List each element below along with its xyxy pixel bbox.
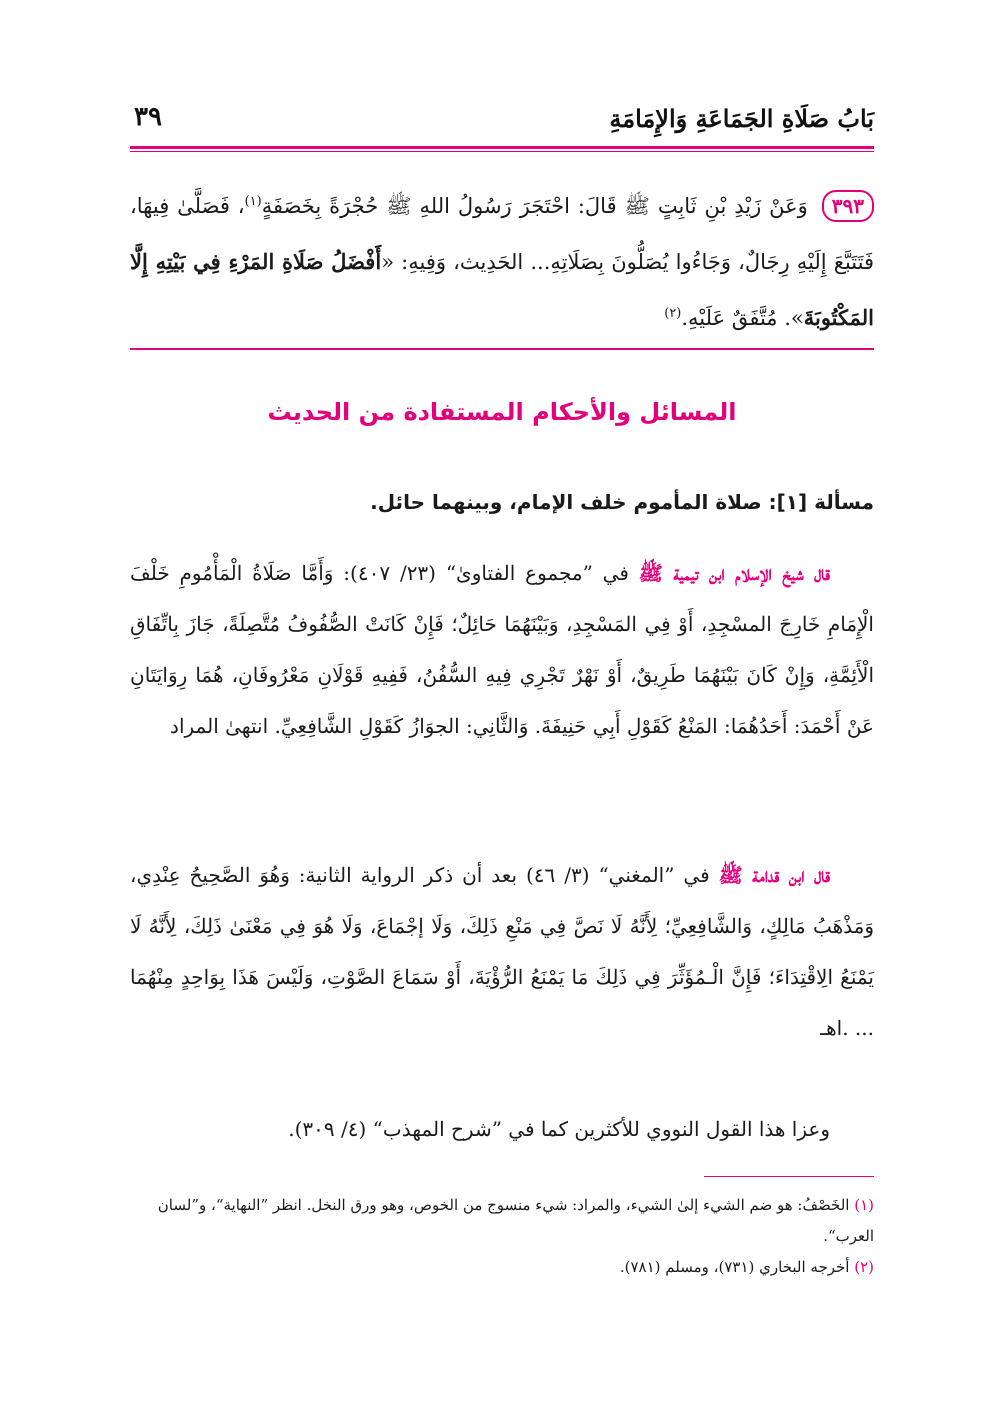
hadith-segment-3: ». مُتَّفَقٌ عَلَيْهِ. bbox=[681, 306, 804, 330]
paragraph-nawawi bbox=[130, 1104, 874, 1155]
header-rule bbox=[130, 146, 874, 149]
footnote-2-number: (٢) bbox=[854, 1258, 874, 1276]
header-rule-thin bbox=[130, 151, 874, 152]
hadith-divider bbox=[130, 348, 874, 350]
paragraph-ibn-taymiyyah bbox=[130, 548, 874, 752]
page-header bbox=[130, 100, 874, 146]
paragraph-3-text: وعزا هذا القول النووي للأكثرين كما في ”شرح المهذب“ (٤/ ٣٠٩). bbox=[288, 1117, 830, 1141]
hadith-segment-1: وَعَنْ زَيْدِ بْنِ ثَابِتٍ ﷺ قَالَ: احْتَجَرَ رَسُولُ اللهِ ﷺ حُجْرَةً بِخَصَفَةٍ bbox=[261, 194, 808, 218]
issue-label: مسألة [١]: bbox=[768, 490, 874, 514]
footnote-ref-2[interactable]: (٢) bbox=[664, 306, 682, 321]
hadith-text bbox=[130, 178, 874, 346]
footnotes bbox=[130, 1190, 874, 1283]
section-title: المسائل والأحكام المستفادة من الحديث bbox=[267, 398, 737, 426]
hadith-segment-2: ، فَصَلَّىٰ فِيهَا، فَتَتَبَّعَ إِلَيْهِ رِجَالٌ، وَجَاءُوا يُصَلُّونَ بِصَلَاتِهِ... الحَدِيث، وَفِيهِ: « bbox=[130, 194, 875, 274]
page-number: ٣٩ bbox=[134, 102, 162, 132]
footnote-1-text: الخَصْفُ: هو ضم الشيء إلىٰ الشيء، والمراد: شيء منسوج من الخوص، وهو ورق النخل. انظر ”النهاية“، و”لسان العرب“. bbox=[157, 1196, 874, 1245]
paragraph-1-text: في ”مجموع الفتاوىٰ“ (٢٣/ ٤٠٧): وَأَمَّا صَلَاةُ الْمَأْمُومِ خَلْفَ الْإِمَامِ خَارِجَ المسْجِدِ، أَوْ فِي المَسْجِدِ، وَبَيْنَهُمَا حَائِلٌ؛ فَإِنْ كَانَتْ الصُّفُوفُ مُتَّصِلَةً، جَازَ بِاتِّفَاقِ الْأَئِمَّةِ، وَإِنْ كَانَ بَيْنَهُمَا طَرِيقٌ، أَوْ نَهْرٌ تَجْرِي فِيهِ السُّفُنُ، فَفِيهِ قَوْلَانِ مَعْرُوفَانِ، هُمَا رِوَايَتَانِ عَنْ أَحْمَدَ: أَحَدُهُمَا: المَنْعُ كَقَوْلِ أَبِي حَنِيفَةَ. وَالثَّانِي: الجوَازُ كَقَوْلِ الشَّافِعِيِّ. انتهىٰ المراد bbox=[130, 561, 874, 738]
footnote-1 bbox=[130, 1190, 874, 1252]
footnote-2-text: أخرجه البخاري (٧٣١)، ومسلم (٧٨١). bbox=[619, 1258, 850, 1276]
chapter-title: بَابُ صَلَاةِ الجَمَاعَةِ وَالإِمَامَةِ bbox=[609, 104, 874, 133]
hadith-number-badge: ٣٩٣ bbox=[822, 190, 874, 222]
hadith-bold-quote: أَفْضَلُ صَلَاةِ المَرْءِ فِي بَيْتِهِ إِلَّا المَكْتُوبَةَ bbox=[130, 249, 874, 330]
footnote-1-number: (١) bbox=[854, 1196, 874, 1214]
footnote-ref-1[interactable]: (١) bbox=[244, 194, 262, 209]
footnote-divider bbox=[704, 1176, 874, 1177]
paragraph-2-text: في ”المغني“ (٣/ ٤٦) بعد أن ذكر الرواية الثانية: وَهُوَ الصَّحِيحُ عِنْدِي، وَمَذْهَبُ مَالِكٍ، وَالشَّافِعِيِّ؛ لِأَنَّهُ لَا نَصَّ فِي مَنْعِ ذَلِكَ، وَلَا إجْمَاعَ، وَلَا هُوَ فِي مَعْنَىٰ ذَلِكَ، لِأَنَّهُ لَا يَمْنَعُ الِاقْتِدَاءَ؛ فَإِنَّ الْـمُؤَثِّرَ فِي ذَلِكَ مَا يَمْنَعُ الرُّؤْيَةَ، أَوْ سَمَاعَ الصَّوْتِ، وَلَيْسَ هَذَا بِوَاحِدٍ مِنْهُمَا ... .اهـ bbox=[130, 863, 874, 1040]
issue-title: صلاة المأموم خلف الإمام، وبينهما حائل. bbox=[370, 490, 762, 514]
footnote-2 bbox=[130, 1252, 874, 1283]
paragraph-ibn-qudamah bbox=[130, 850, 874, 1054]
speaker-ibn-taymiyyah: قال شيخ الإسلام ابن تيمية ﷺ bbox=[638, 561, 831, 585]
issue-heading bbox=[130, 490, 874, 514]
speaker-ibn-qudamah: قال ابن قدامة ﷺ bbox=[718, 863, 831, 887]
